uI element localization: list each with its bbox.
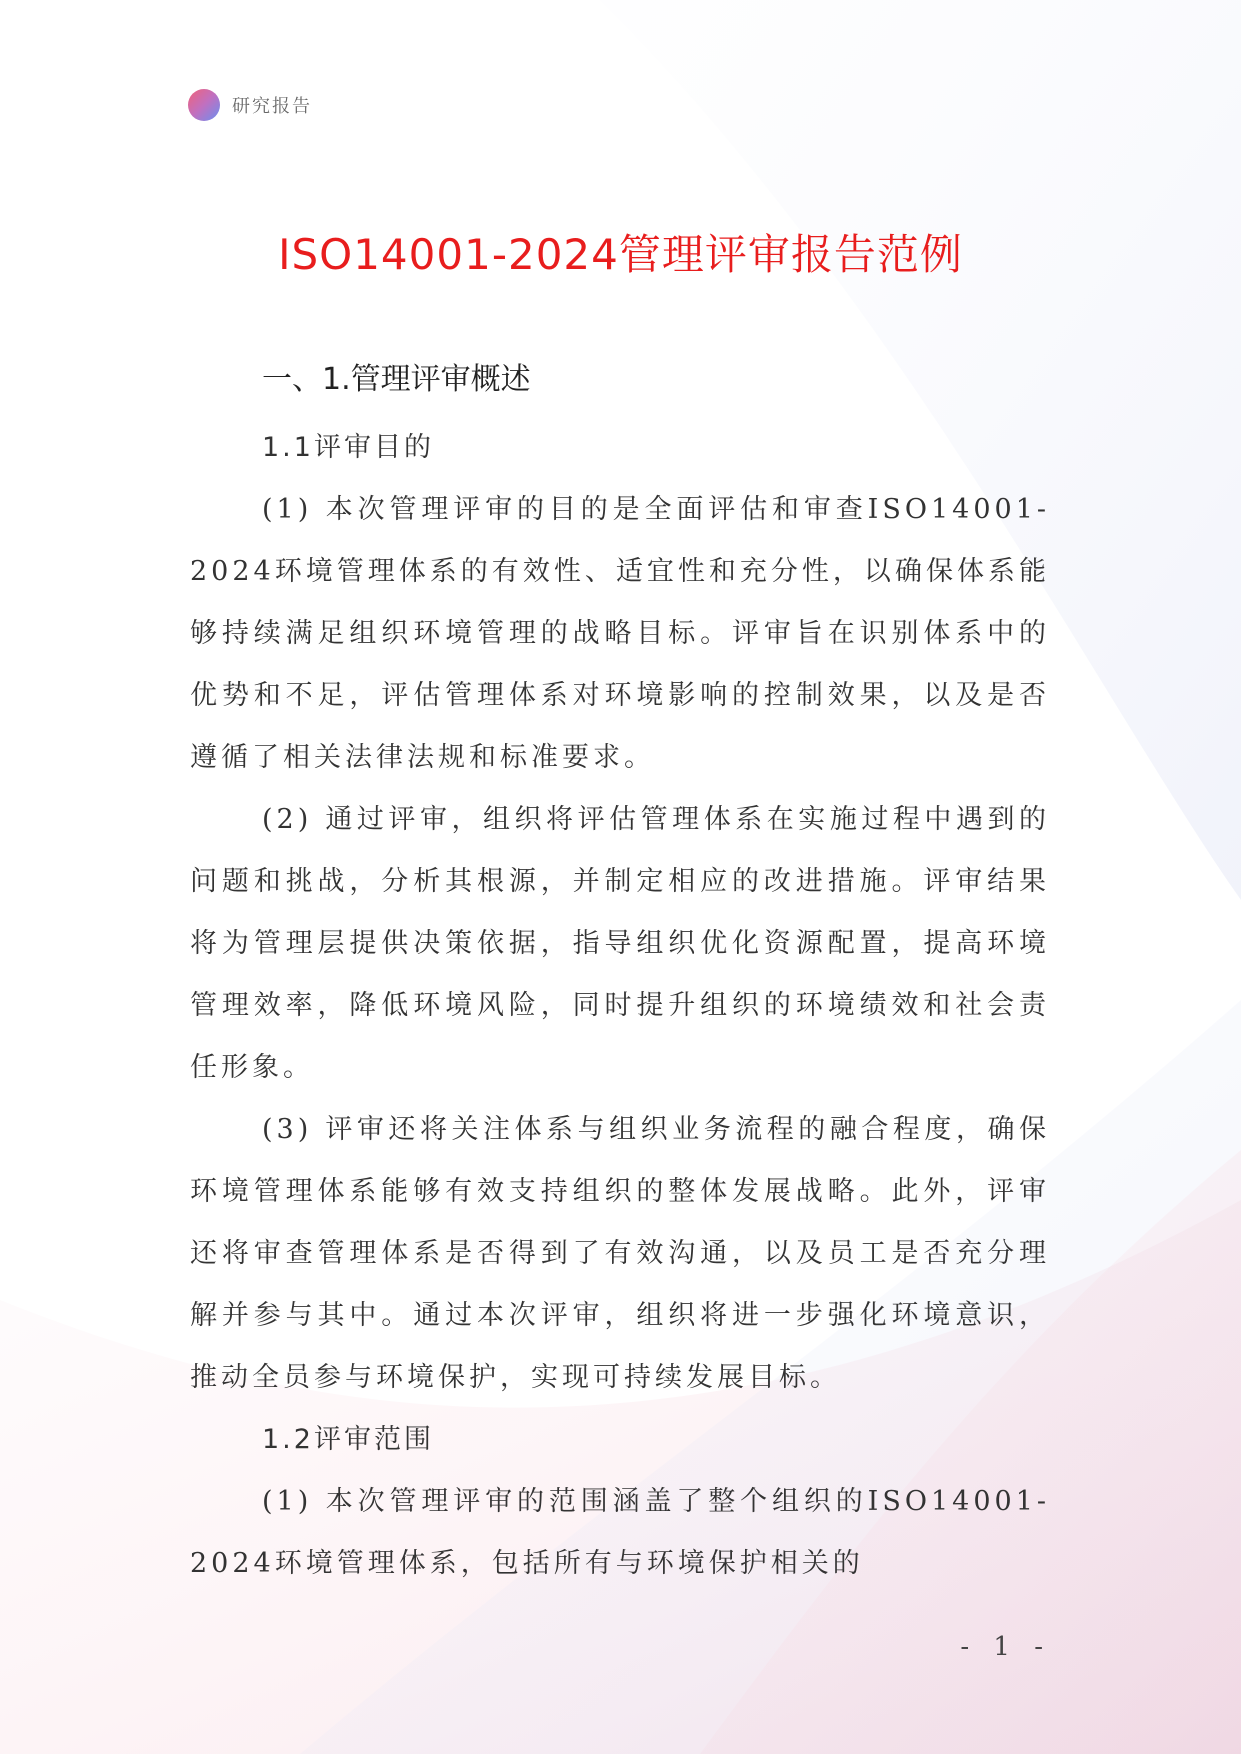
section-heading-1: 一、1.管理评审概述 xyxy=(262,362,531,397)
paragraph-1-1-3: (3) 评审还将关注体系与组织业务流程的融合程度，确保环境管理体系能够有效支持组织的整体发展战略。此外，评审还将审查管理体系是否得到了有效沟通，以及员工是否充分理解并参与其中。通过本次评审，组织将进一步强化环境意识，推动全员参与环境保护，实现可持续发展目标。 xyxy=(190,1114,1050,1393)
paragraph-1-2-1: (1) 本次管理评审的范围涵盖了整个组织的ISO14001-2024环境管理体系，包括所有与环境保护相关的 xyxy=(190,1486,1050,1579)
report-header xyxy=(188,88,312,122)
document-title: ISO14001-2024管理评审报告范例 xyxy=(278,230,963,279)
header-label: 研究报告 xyxy=(232,96,312,117)
subsection-heading-1-1: 1.1评审目的 xyxy=(262,432,434,463)
document-body xyxy=(190,355,1050,1595)
paragraph-1-1-2: (2) 通过评审，组织将评估管理体系在实施过程中遇到的问题和挑战，分析其根源，并制定相应的改进措施。评审结果将为管理层提供决策依据，指导组织优化资源配置，提高环境管理效率，降低环境风险，同时提升组织的环境绩效和社会责任形象。 xyxy=(190,804,1050,1083)
logo-icon xyxy=(188,89,220,121)
subsection-heading-1-2: 1.2评审范围 xyxy=(262,1424,434,1455)
page-number: - 1 - xyxy=(960,1632,1051,1662)
paragraph-1-1-1: (1) 本次管理评审的目的是全面评估和审查ISO14001-2024环境管理体系的有效性、适宜性和充分性，以确保体系能够持续满足组织环境管理的战略目标。评审旨在识别体系中的优势和不足，评估管理体系对环境影响的控制效果，以及是否遵循了相关法律法规和标准要求。 xyxy=(190,494,1050,773)
